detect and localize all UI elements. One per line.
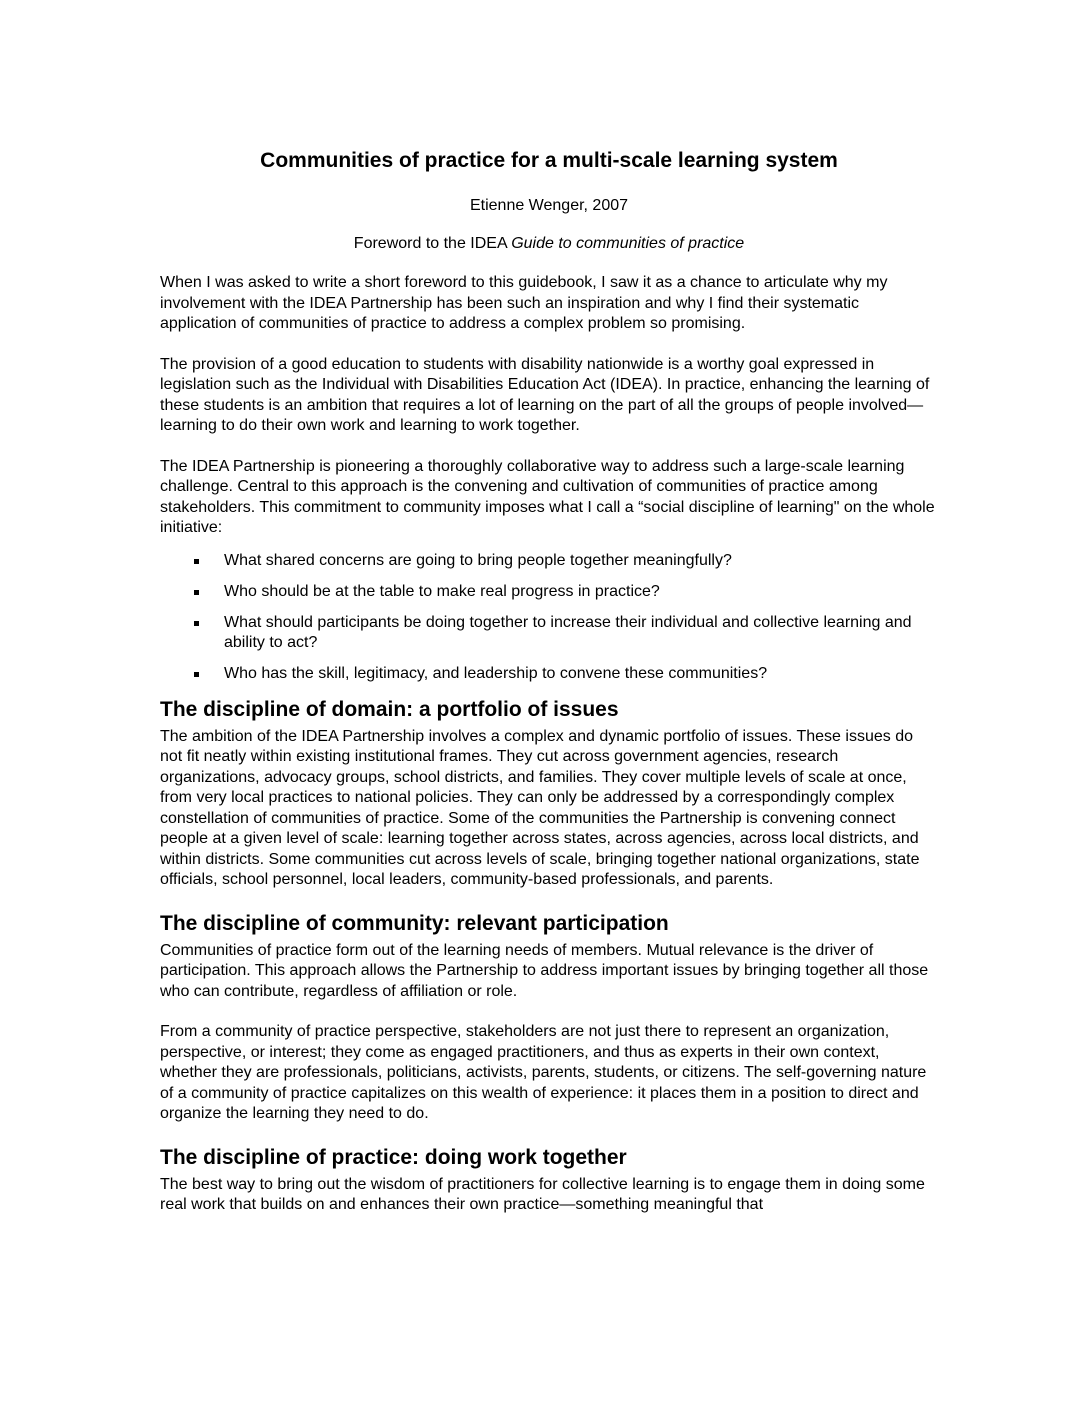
practice-paragraph-1: The best way to bring out the wisdom of practitioners for collective learning is to engage them in doing some real work that builds on and enhances their own practice—something meaningful that xyxy=(160,1175,925,1213)
author-line: Etienne Wenger, 2007 xyxy=(469,197,629,214)
list-item xyxy=(160,582,938,603)
square-bullet-icon xyxy=(194,672,199,677)
list-item-text: Who should be at the table to make real progress in practice? xyxy=(224,582,660,600)
community-paragraph-2: From a community of practice perspective, stakeholders are not just there to represent an organization, perspective, or interest; they come as engaged practitioners, and thus as experts in their own context, whether they are professionals, politicians, activists, parents, students, or citizens. The self-governing nature of a community of practice capitalizes on this wealth of experience: it places them in a position to direct and organize the learning they need to do. xyxy=(160,1023,927,1122)
intro-paragraph-3: The IDEA Partnership is pioneering a thoroughly collaborative way to address such a large-scale learning challenge. Central to this approach is the convening and cultivation of communities of practice among stakeholders. This commitment to community imposes what I call a “social discipline of learning" on the whole initiative: xyxy=(160,457,935,536)
intro-paragraph-1: When I was asked to write a short foreword to this guidebook, I saw it as a chance to articulate why my involvement with the IDEA Partnership has been such an inspiration and why I find their systematic application of communities of practice to address a complex problem so promising. xyxy=(160,274,888,332)
questions-list xyxy=(160,551,938,685)
community-paragraph-1: Communities of practice form out of the learning needs of members. Mutual relevance is the driver of participation. This approach allows the Partnership to address important issues by bringing together all those who can contribute, regardless of affiliation or role. xyxy=(160,941,929,1000)
document-content xyxy=(160,148,938,1236)
section-heading-domain: The discipline of domain: a portfolio of issues xyxy=(160,697,619,721)
foreword-prefix: Foreword to the IDEA xyxy=(353,235,512,252)
square-bullet-icon xyxy=(194,590,199,595)
foreword-guide-title: Guide to communities of practice xyxy=(511,235,745,252)
domain-paragraph-1: The ambition of the IDEA Partnership involves a complex and dynamic portfolio of issues. These issues do not fit neatly within existing institutional frames. They cut across government agencies, research organizations, advocacy groups, school districts, and families. They cover multiple levels of scale at once, from very local practices to national policies. They can only be addressed by a correspondingly complex constellation of communities of practice. Some of the communities the Partnership is convening connect people at a given level of scale: learning together across states, across agencies, across local districts, and within districts. Some communities cut across levels of scale, bringing together national organizations, state officials, school personnel, local leaders, community-based professionals, and parents. xyxy=(160,727,920,888)
list-item xyxy=(160,664,938,685)
list-item-text: Who has the skill, legitimacy, and leadership to convene these communities? xyxy=(224,665,768,682)
intro-paragraph-2: The provision of a good education to students with disability nationwide is a worthy goal expressed in legislation such as the Individual with Disabilities Education Act (IDEA). In practice, enhancing the learning of these students is an ambition that requires a lot of learning on the part of all the groups of people involved—learning to do their own work and learning to work together. xyxy=(160,355,930,434)
square-bullet-icon xyxy=(194,621,199,626)
list-item-text: What should participants be doing together to increase their individual and collective learning and ability to act? xyxy=(224,613,912,651)
list-item xyxy=(160,613,938,654)
document-title: Communities of practice for a multi-scale learning system xyxy=(260,149,838,172)
foreword-line xyxy=(160,234,938,254)
square-bullet-icon xyxy=(194,559,199,564)
list-item-text: What shared concerns are going to bring people together meaningfully? xyxy=(224,551,732,569)
section-heading-community: The discipline of community: relevant participation xyxy=(160,911,669,935)
section-heading-practice: The discipline of practice: doing work together xyxy=(160,1145,627,1169)
list-item xyxy=(160,551,938,572)
